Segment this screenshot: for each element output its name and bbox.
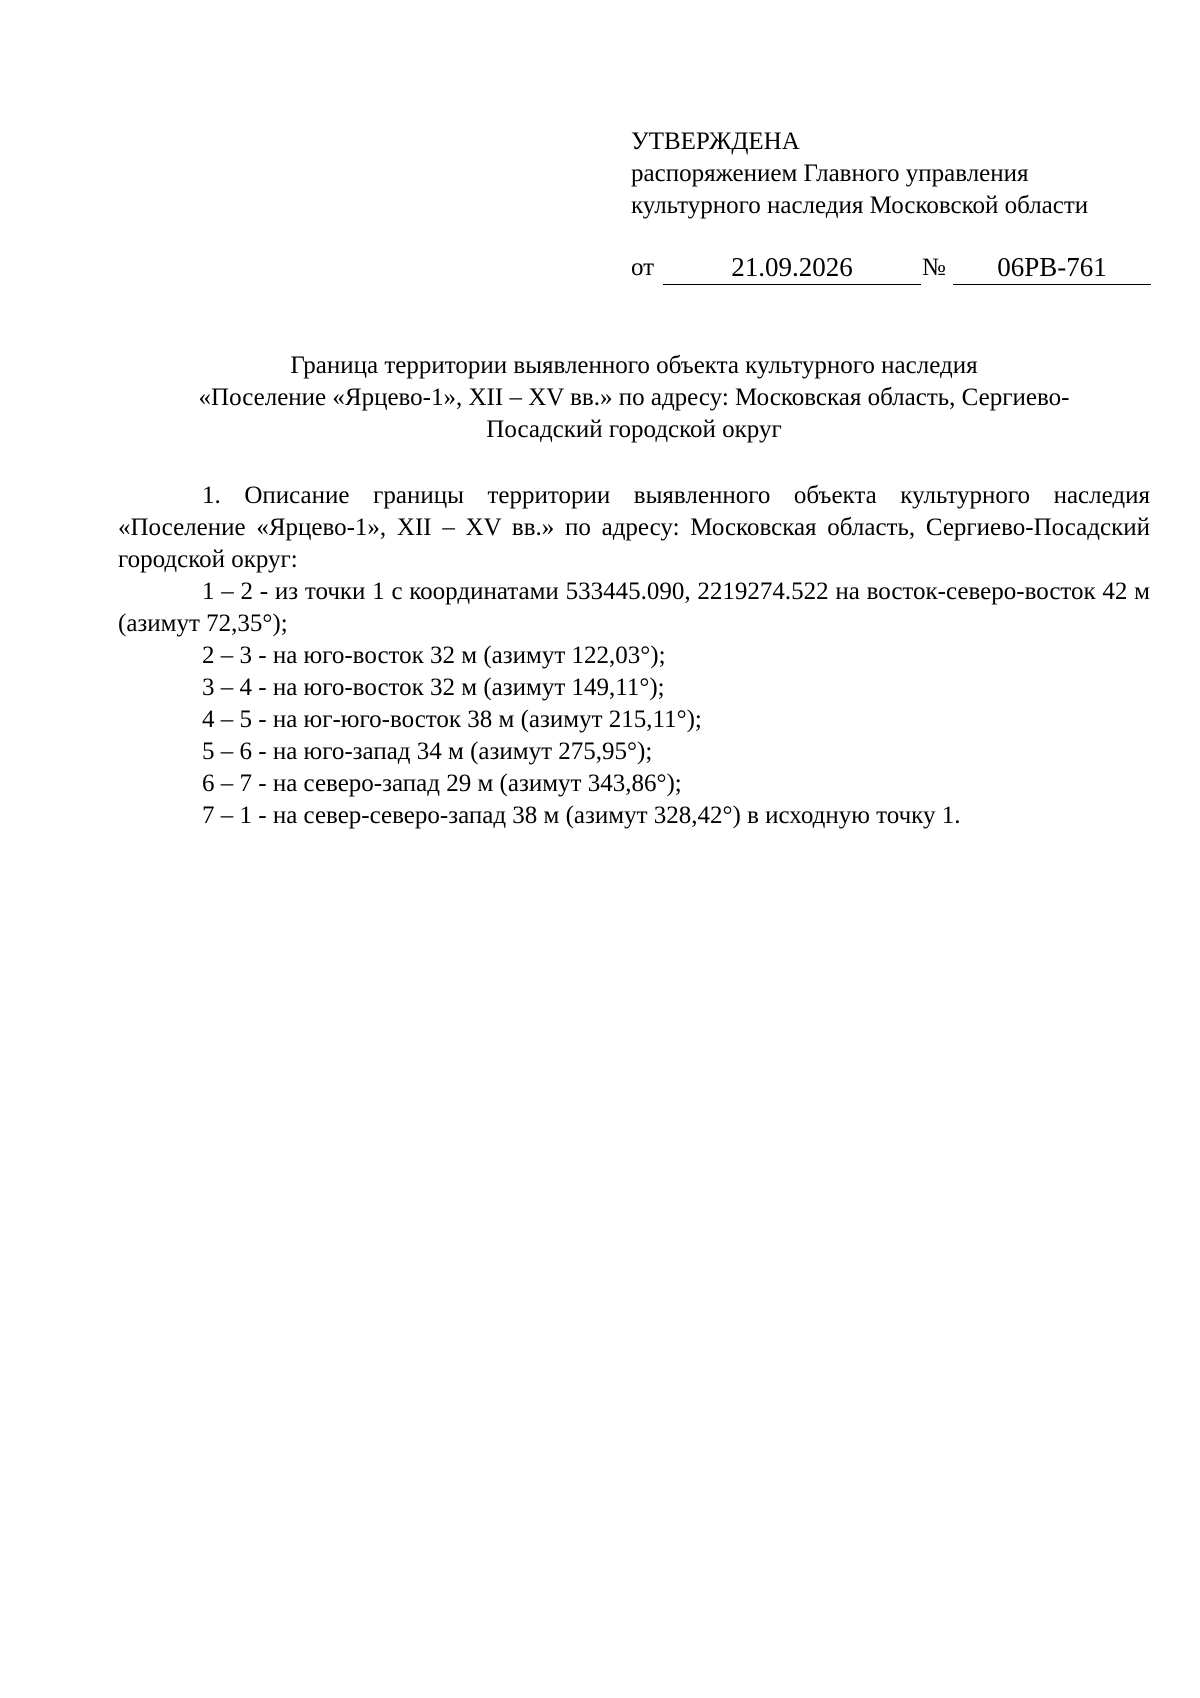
- description-intro: 1. Описание границы территории выявленного объекта культурного наследия «Поселение «Ярцево-1», XII – XV вв.» по адресу: Московская область, Сергиево-Посадский городской округ:: [118, 482, 1150, 573]
- title-line-1: Граница территории выявленного объекта культурного наследия: [290, 352, 978, 379]
- approval-heading: УТВЕРЖДЕНА: [631, 128, 800, 155]
- boundary-segment-5-6: 5 – 6 - на юго-запад 34 м (азимут 275,95°);: [202, 738, 653, 765]
- registration-block: [631, 250, 1151, 290]
- approval-authority-line-1: распоряжением Главного управления: [631, 160, 1029, 187]
- boundary-segment-2-3: 2 – 3 - на юго-восток 32 м (азимут 122,03°);: [202, 642, 666, 669]
- approval-authority-line-2: культурного наследия Московской области: [631, 192, 1089, 219]
- boundary-segment-1-2: 1 – 2 - из точки 1 с координатами 533445.090, 2219274.522 на восток-северо-восток 42 м (азимут 72,35°);: [118, 578, 1150, 637]
- approval-stamp: [631, 126, 1088, 222]
- date-label: от: [631, 254, 655, 281]
- boundary-segment-6-7: 6 – 7 - на северо-запад 29 м (азимут 343,86°);: [202, 770, 682, 797]
- registration-date: 21.09.2026: [663, 250, 921, 285]
- number-label: №: [922, 254, 946, 281]
- title-line-2: «Поселение «Ярцево-1», XII – XV вв.» по адресу: Московская область, Сергиево-: [198, 384, 1070, 411]
- registration-number: 06РВ-761: [953, 250, 1151, 285]
- title-line-3: Посадский городской округ: [486, 416, 782, 443]
- boundary-segment-4-5: 4 – 5 - на юг-юго-восток 38 м (азимут 215,11°);: [202, 706, 702, 733]
- boundary-segment-7-1: 7 – 1 - на север-северо-запад 38 м (азимут 328,42°) в исходную точку 1.: [202, 802, 961, 829]
- boundary-segment-3-4: 3 – 4 - на юго-восток 32 м (азимут 149,11°);: [202, 674, 665, 701]
- boundary-description: [118, 480, 1150, 832]
- document-title: [118, 350, 1150, 446]
